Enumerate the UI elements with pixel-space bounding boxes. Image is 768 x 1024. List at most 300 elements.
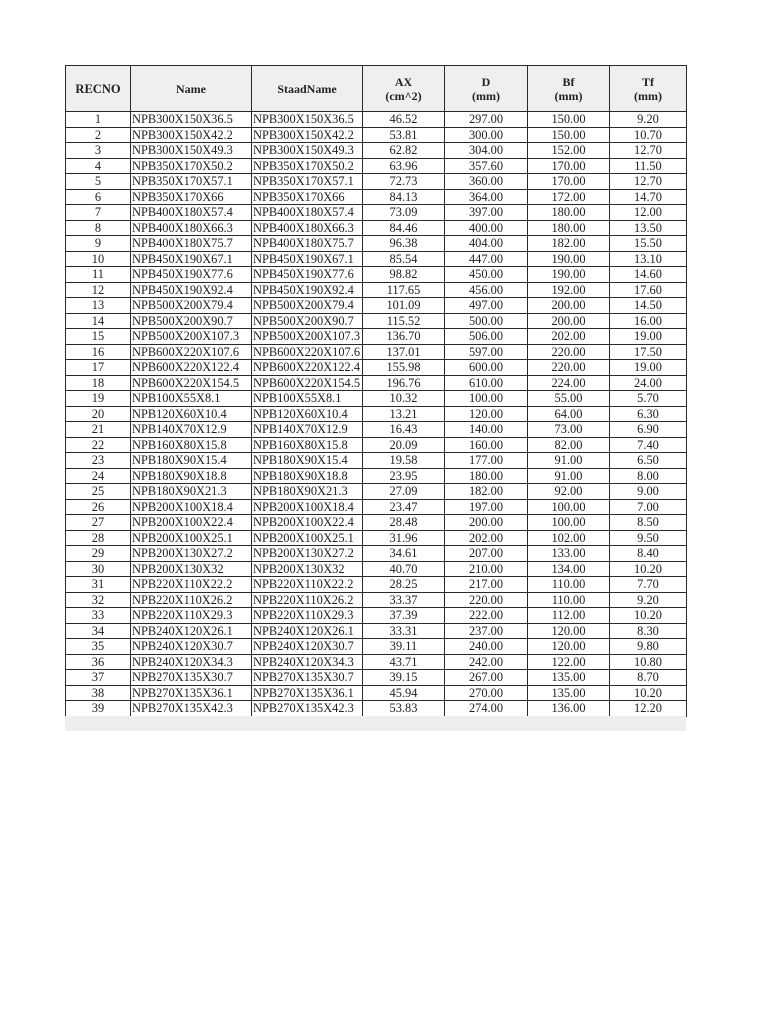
cell-tf: 6.50 <box>610 453 687 469</box>
cell-d: 177.00 <box>445 453 528 469</box>
cell-bf: 170.00 <box>528 158 610 174</box>
cell-recno: 36 <box>66 654 131 670</box>
cell-name: NPB450X190X77.6 <box>131 267 252 283</box>
cell-d: 197.00 <box>445 499 528 515</box>
cell-staadname: NPB600X220X154.5 <box>252 375 363 391</box>
column-header-unit: (cm^2) <box>385 88 422 103</box>
cell-recno: 38 <box>66 685 131 701</box>
cell-recno: 30 <box>66 561 131 577</box>
cell-tf: 10.20 <box>610 608 687 624</box>
table-row <box>66 282 687 298</box>
cell-staadname: NPB350X170X66 <box>252 189 363 205</box>
cell-bf: 73.00 <box>528 422 610 438</box>
cell-bf: 102.00 <box>528 530 610 546</box>
cell-staadname: NPB300X150X49.3 <box>252 143 363 159</box>
cell-bf: 190.00 <box>528 251 610 267</box>
cell-bf: 135.00 <box>528 670 610 686</box>
cell-d: 182.00 <box>445 484 528 500</box>
cell-d: 404.00 <box>445 236 528 252</box>
cell-d: 447.00 <box>445 251 528 267</box>
cell-tf: 8.00 <box>610 468 687 484</box>
cell-tf: 10.20 <box>610 561 687 577</box>
cell-d: 360.00 <box>445 174 528 190</box>
cell-tf: 12.70 <box>610 143 687 159</box>
cell-bf: 152.00 <box>528 143 610 159</box>
cell-tf: 17.60 <box>610 282 687 298</box>
cell-name: NPB200X130X27.2 <box>131 546 252 562</box>
table-row <box>66 189 687 205</box>
cell-name: NPB450X190X67.1 <box>131 251 252 267</box>
cell-recno: 28 <box>66 530 131 546</box>
cell-name: NPB500X200X90.7 <box>131 313 252 329</box>
cell-tf: 11.50 <box>610 158 687 174</box>
cell-tf: 7.70 <box>610 577 687 593</box>
cell-ax: 84.13 <box>363 189 445 205</box>
cell-recno: 22 <box>66 437 131 453</box>
cell-d: 242.00 <box>445 654 528 670</box>
cell-bf: 134.00 <box>528 561 610 577</box>
cell-tf: 12.00 <box>610 205 687 221</box>
table-row <box>66 375 687 391</box>
table-row <box>66 623 687 639</box>
cell-bf: 100.00 <box>528 515 610 531</box>
cell-recno: 13 <box>66 298 131 314</box>
cell-recno: 4 <box>66 158 131 174</box>
table-row <box>66 236 687 252</box>
cell-tf: 8.30 <box>610 623 687 639</box>
cell-ax: 53.83 <box>363 701 445 717</box>
cell-tf: 13.50 <box>610 220 687 236</box>
table-row <box>66 360 687 376</box>
table-row <box>66 143 687 159</box>
cell-name: NPB270X135X42.3 <box>131 701 252 717</box>
table-row <box>66 592 687 608</box>
cell-staadname: NPB500X200X79.4 <box>252 298 363 314</box>
cell-recno: 8 <box>66 220 131 236</box>
cell-bf: 120.00 <box>528 623 610 639</box>
cell-recno: 9 <box>66 236 131 252</box>
table-row <box>66 499 687 515</box>
cell-tf: 10.20 <box>610 685 687 701</box>
cell-bf: 172.00 <box>528 189 610 205</box>
cell-bf: 110.00 <box>528 592 610 608</box>
sheet-footer-band <box>65 716 686 731</box>
cell-name: NPB120X60X10.4 <box>131 406 252 422</box>
table-body <box>66 112 687 717</box>
cell-recno: 24 <box>66 468 131 484</box>
table-row <box>66 639 687 655</box>
table-row <box>66 127 687 143</box>
cell-tf: 8.70 <box>610 670 687 686</box>
cell-bf: 170.00 <box>528 174 610 190</box>
cell-ax: 137.01 <box>363 344 445 360</box>
cell-ax: 117.65 <box>363 282 445 298</box>
cell-bf: 192.00 <box>528 282 610 298</box>
cell-bf: 110.00 <box>528 577 610 593</box>
header-d <box>445 66 528 112</box>
cell-name: NPB270X135X30.7 <box>131 670 252 686</box>
cell-bf: 180.00 <box>528 220 610 236</box>
table-row <box>66 391 687 407</box>
cell-ax: 101.09 <box>363 298 445 314</box>
cell-staadname: NPB160X80X15.8 <box>252 437 363 453</box>
cell-recno: 23 <box>66 453 131 469</box>
cell-tf: 8.40 <box>610 546 687 562</box>
table-row <box>66 468 687 484</box>
cell-recno: 17 <box>66 360 131 376</box>
cell-recno: 29 <box>66 546 131 562</box>
cell-tf: 10.70 <box>610 127 687 143</box>
cell-ax: 53.81 <box>363 127 445 143</box>
cell-d: 207.00 <box>445 546 528 562</box>
cell-bf: 100.00 <box>528 499 610 515</box>
cell-name: NPB200X130X32 <box>131 561 252 577</box>
cell-tf: 19.00 <box>610 329 687 345</box>
cell-recno: 35 <box>66 639 131 655</box>
cell-tf: 6.90 <box>610 422 687 438</box>
cell-name: NPB220X110X26.2 <box>131 592 252 608</box>
cell-recno: 16 <box>66 344 131 360</box>
cell-name: NPB140X70X12.9 <box>131 422 252 438</box>
cell-d: 160.00 <box>445 437 528 453</box>
cell-d: 400.00 <box>445 220 528 236</box>
cell-recno: 27 <box>66 515 131 531</box>
cell-name: NPB500X200X107.3 <box>131 329 252 345</box>
header-name <box>131 66 252 112</box>
table-row <box>66 112 687 128</box>
cell-ax: 28.48 <box>363 515 445 531</box>
cell-staadname: NPB240X120X26.1 <box>252 623 363 639</box>
cell-ax: 16.43 <box>363 422 445 438</box>
cell-d: 397.00 <box>445 205 528 221</box>
header-bf <box>528 66 610 112</box>
cell-ax: 96.38 <box>363 236 445 252</box>
cell-d: 357.60 <box>445 158 528 174</box>
cell-staadname: NPB240X120X34.3 <box>252 654 363 670</box>
section-table-sheet <box>65 65 686 717</box>
cell-name: NPB180X90X18.8 <box>131 468 252 484</box>
table-row <box>66 577 687 593</box>
cell-name: NPB300X150X42.2 <box>131 127 252 143</box>
cell-bf: 91.00 <box>528 468 610 484</box>
table-row <box>66 313 687 329</box>
cell-tf: 6.30 <box>610 406 687 422</box>
cell-staadname: NPB350X170X57.1 <box>252 174 363 190</box>
cell-bf: 220.00 <box>528 344 610 360</box>
cell-bf: 200.00 <box>528 298 610 314</box>
cell-d: 450.00 <box>445 267 528 283</box>
cell-recno: 3 <box>66 143 131 159</box>
cell-tf: 10.80 <box>610 654 687 670</box>
header-tf <box>610 66 687 112</box>
cell-staadname: NPB450X190X67.1 <box>252 251 363 267</box>
table-row <box>66 174 687 190</box>
cell-d: 217.00 <box>445 577 528 593</box>
cell-ax: 33.37 <box>363 592 445 608</box>
cell-tf: 14.50 <box>610 298 687 314</box>
cell-d: 297.00 <box>445 112 528 128</box>
cell-d: 364.00 <box>445 189 528 205</box>
cell-staadname: NPB220X110X22.2 <box>252 577 363 593</box>
cell-bf: 122.00 <box>528 654 610 670</box>
cell-ax: 39.15 <box>363 670 445 686</box>
cell-tf: 9.20 <box>610 592 687 608</box>
cell-bf: 224.00 <box>528 375 610 391</box>
cell-name: NPB350X170X57.1 <box>131 174 252 190</box>
cell-recno: 37 <box>66 670 131 686</box>
cell-staadname: NPB600X220X122.4 <box>252 360 363 376</box>
column-header-label: Bf <box>562 74 575 89</box>
cell-staadname: NPB200X130X32 <box>252 561 363 577</box>
cell-name: NPB300X150X49.3 <box>131 143 252 159</box>
cell-name: NPB180X90X21.3 <box>131 484 252 500</box>
table-row <box>66 515 687 531</box>
table-row <box>66 298 687 314</box>
cell-recno: 5 <box>66 174 131 190</box>
cell-recno: 10 <box>66 251 131 267</box>
cell-tf: 9.80 <box>610 639 687 655</box>
column-header-label: Name <box>176 81 206 96</box>
cell-tf: 5.70 <box>610 391 687 407</box>
column-header-label: RECNO <box>75 81 121 96</box>
table-row <box>66 546 687 562</box>
table-row <box>66 158 687 174</box>
table-row <box>66 437 687 453</box>
cell-name: NPB400X180X66.3 <box>131 220 252 236</box>
cell-staadname: NPB270X135X30.7 <box>252 670 363 686</box>
cell-d: 100.00 <box>445 391 528 407</box>
cell-d: 497.00 <box>445 298 528 314</box>
cell-recno: 21 <box>66 422 131 438</box>
cell-staadname: NPB120X60X10.4 <box>252 406 363 422</box>
cell-bf: 190.00 <box>528 267 610 283</box>
cell-d: 500.00 <box>445 313 528 329</box>
cell-staadname: NPB300X150X36.5 <box>252 112 363 128</box>
cell-ax: 63.96 <box>363 158 445 174</box>
cell-ax: 155.98 <box>363 360 445 376</box>
cell-ax: 72.73 <box>363 174 445 190</box>
cell-staadname: NPB350X170X50.2 <box>252 158 363 174</box>
table-row <box>66 329 687 345</box>
cell-name: NPB220X110X29.3 <box>131 608 252 624</box>
cell-tf: 9.00 <box>610 484 687 500</box>
cell-staadname: NPB180X90X18.8 <box>252 468 363 484</box>
table-row <box>66 406 687 422</box>
table-row <box>66 453 687 469</box>
table-row <box>66 484 687 500</box>
cell-ax: 43.71 <box>363 654 445 670</box>
cell-staadname: NPB220X110X26.2 <box>252 592 363 608</box>
cell-staadname: NPB500X200X90.7 <box>252 313 363 329</box>
cell-staadname: NPB400X180X57.4 <box>252 205 363 221</box>
cell-staadname: NPB240X120X30.7 <box>252 639 363 655</box>
cell-tf: 15.50 <box>610 236 687 252</box>
column-header-unit: (mm) <box>554 88 583 103</box>
section-properties-table <box>65 65 687 717</box>
table-row <box>66 205 687 221</box>
cell-staadname: NPB200X100X18.4 <box>252 499 363 515</box>
cell-ax: 23.95 <box>363 468 445 484</box>
cell-bf: 92.00 <box>528 484 610 500</box>
header-ax <box>363 66 445 112</box>
cell-ax: 45.94 <box>363 685 445 701</box>
header-staadname <box>252 66 363 112</box>
table-row <box>66 220 687 236</box>
cell-tf: 9.50 <box>610 530 687 546</box>
cell-ax: 31.96 <box>363 530 445 546</box>
cell-d: 274.00 <box>445 701 528 717</box>
cell-name: NPB400X180X57.4 <box>131 205 252 221</box>
cell-recno: 25 <box>66 484 131 500</box>
cell-tf: 24.00 <box>610 375 687 391</box>
cell-bf: 200.00 <box>528 313 610 329</box>
cell-staadname: NPB100X55X8.1 <box>252 391 363 407</box>
cell-name: NPB220X110X22.2 <box>131 577 252 593</box>
cell-tf: 9.20 <box>610 112 687 128</box>
cell-d: 222.00 <box>445 608 528 624</box>
cell-name: NPB240X120X26.1 <box>131 623 252 639</box>
cell-d: 240.00 <box>445 639 528 655</box>
cell-recno: 11 <box>66 267 131 283</box>
cell-d: 267.00 <box>445 670 528 686</box>
cell-staadname: NPB200X100X22.4 <box>252 515 363 531</box>
cell-tf: 8.50 <box>610 515 687 531</box>
cell-tf: 7.40 <box>610 437 687 453</box>
cell-bf: 150.00 <box>528 127 610 143</box>
cell-recno: 7 <box>66 205 131 221</box>
cell-bf: 133.00 <box>528 546 610 562</box>
cell-ax: 136.70 <box>363 329 445 345</box>
cell-d: 506.00 <box>445 329 528 345</box>
cell-recno: 19 <box>66 391 131 407</box>
cell-ax: 20.09 <box>363 437 445 453</box>
cell-bf: 202.00 <box>528 329 610 345</box>
cell-staadname: NPB200X130X27.2 <box>252 546 363 562</box>
cell-staadname: NPB450X190X77.6 <box>252 267 363 283</box>
table-row <box>66 685 687 701</box>
cell-staadname: NPB500X200X107.3 <box>252 329 363 345</box>
cell-name: NPB200X100X18.4 <box>131 499 252 515</box>
cell-d: 210.00 <box>445 561 528 577</box>
cell-ax: 73.09 <box>363 205 445 221</box>
cell-staadname: NPB300X150X42.2 <box>252 127 363 143</box>
cell-bf: 55.00 <box>528 391 610 407</box>
cell-name: NPB300X150X36.5 <box>131 112 252 128</box>
cell-staadname: NPB270X135X42.3 <box>252 701 363 717</box>
cell-d: 237.00 <box>445 623 528 639</box>
column-header-label: StaadName <box>277 81 337 96</box>
cell-d: 220.00 <box>445 592 528 608</box>
cell-ax: 10.32 <box>363 391 445 407</box>
cell-staadname: NPB400X180X75.7 <box>252 236 363 252</box>
cell-ax: 62.82 <box>363 143 445 159</box>
cell-bf: 64.00 <box>528 406 610 422</box>
table-row <box>66 530 687 546</box>
column-header-label: D <box>481 74 491 89</box>
cell-bf: 120.00 <box>528 639 610 655</box>
cell-staadname: NPB600X220X107.6 <box>252 344 363 360</box>
cell-recno: 32 <box>66 592 131 608</box>
cell-staadname: NPB140X70X12.9 <box>252 422 363 438</box>
cell-name: NPB200X100X22.4 <box>131 515 252 531</box>
cell-d: 120.00 <box>445 406 528 422</box>
cell-d: 270.00 <box>445 685 528 701</box>
cell-bf: 112.00 <box>528 608 610 624</box>
cell-name: NPB270X135X36.1 <box>131 685 252 701</box>
cell-recno: 18 <box>66 375 131 391</box>
cell-name: NPB200X100X25.1 <box>131 530 252 546</box>
cell-staadname: NPB400X180X66.3 <box>252 220 363 236</box>
cell-ax: 98.82 <box>363 267 445 283</box>
cell-bf: 180.00 <box>528 205 610 221</box>
cell-name: NPB160X80X15.8 <box>131 437 252 453</box>
cell-name: NPB240X120X30.7 <box>131 639 252 655</box>
cell-name: NPB600X220X154.5 <box>131 375 252 391</box>
cell-ax: 39.11 <box>363 639 445 655</box>
table-row <box>66 670 687 686</box>
table-row <box>66 608 687 624</box>
header-recno <box>66 66 131 112</box>
cell-ax: 46.52 <box>363 112 445 128</box>
cell-name: NPB100X55X8.1 <box>131 391 252 407</box>
cell-d: 597.00 <box>445 344 528 360</box>
cell-tf: 14.70 <box>610 189 687 205</box>
cell-ax: 13.21 <box>363 406 445 422</box>
table-row <box>66 654 687 670</box>
cell-name: NPB180X90X15.4 <box>131 453 252 469</box>
cell-bf: 150.00 <box>528 112 610 128</box>
cell-tf: 12.70 <box>610 174 687 190</box>
cell-recno: 26 <box>66 499 131 515</box>
cell-bf: 220.00 <box>528 360 610 376</box>
table-row <box>66 561 687 577</box>
cell-bf: 136.00 <box>528 701 610 717</box>
cell-recno: 39 <box>66 701 131 717</box>
cell-ax: 33.31 <box>363 623 445 639</box>
cell-recno: 15 <box>66 329 131 345</box>
table-row <box>66 701 687 717</box>
cell-recno: 1 <box>66 112 131 128</box>
cell-d: 200.00 <box>445 515 528 531</box>
cell-ax: 85.54 <box>363 251 445 267</box>
table-row <box>66 251 687 267</box>
cell-name: NPB350X170X50.2 <box>131 158 252 174</box>
cell-name: NPB600X220X122.4 <box>131 360 252 376</box>
cell-d: 140.00 <box>445 422 528 438</box>
cell-recno: 6 <box>66 189 131 205</box>
cell-d: 300.00 <box>445 127 528 143</box>
cell-tf: 13.10 <box>610 251 687 267</box>
cell-recno: 2 <box>66 127 131 143</box>
column-header-unit: (mm) <box>634 88 662 103</box>
cell-bf: 135.00 <box>528 685 610 701</box>
cell-staadname: NPB180X90X21.3 <box>252 484 363 500</box>
column-header-label: Tf <box>642 74 654 89</box>
cell-ax: 84.46 <box>363 220 445 236</box>
cell-bf: 82.00 <box>528 437 610 453</box>
cell-recno: 34 <box>66 623 131 639</box>
cell-recno: 12 <box>66 282 131 298</box>
cell-tf: 19.00 <box>610 360 687 376</box>
cell-name: NPB240X120X34.3 <box>131 654 252 670</box>
table-header-row <box>66 66 687 112</box>
cell-tf: 16.00 <box>610 313 687 329</box>
cell-staadname: NPB200X100X25.1 <box>252 530 363 546</box>
cell-ax: 34.61 <box>363 546 445 562</box>
cell-staadname: NPB270X135X36.1 <box>252 685 363 701</box>
cell-staadname: NPB220X110X29.3 <box>252 608 363 624</box>
cell-ax: 40.70 <box>363 561 445 577</box>
